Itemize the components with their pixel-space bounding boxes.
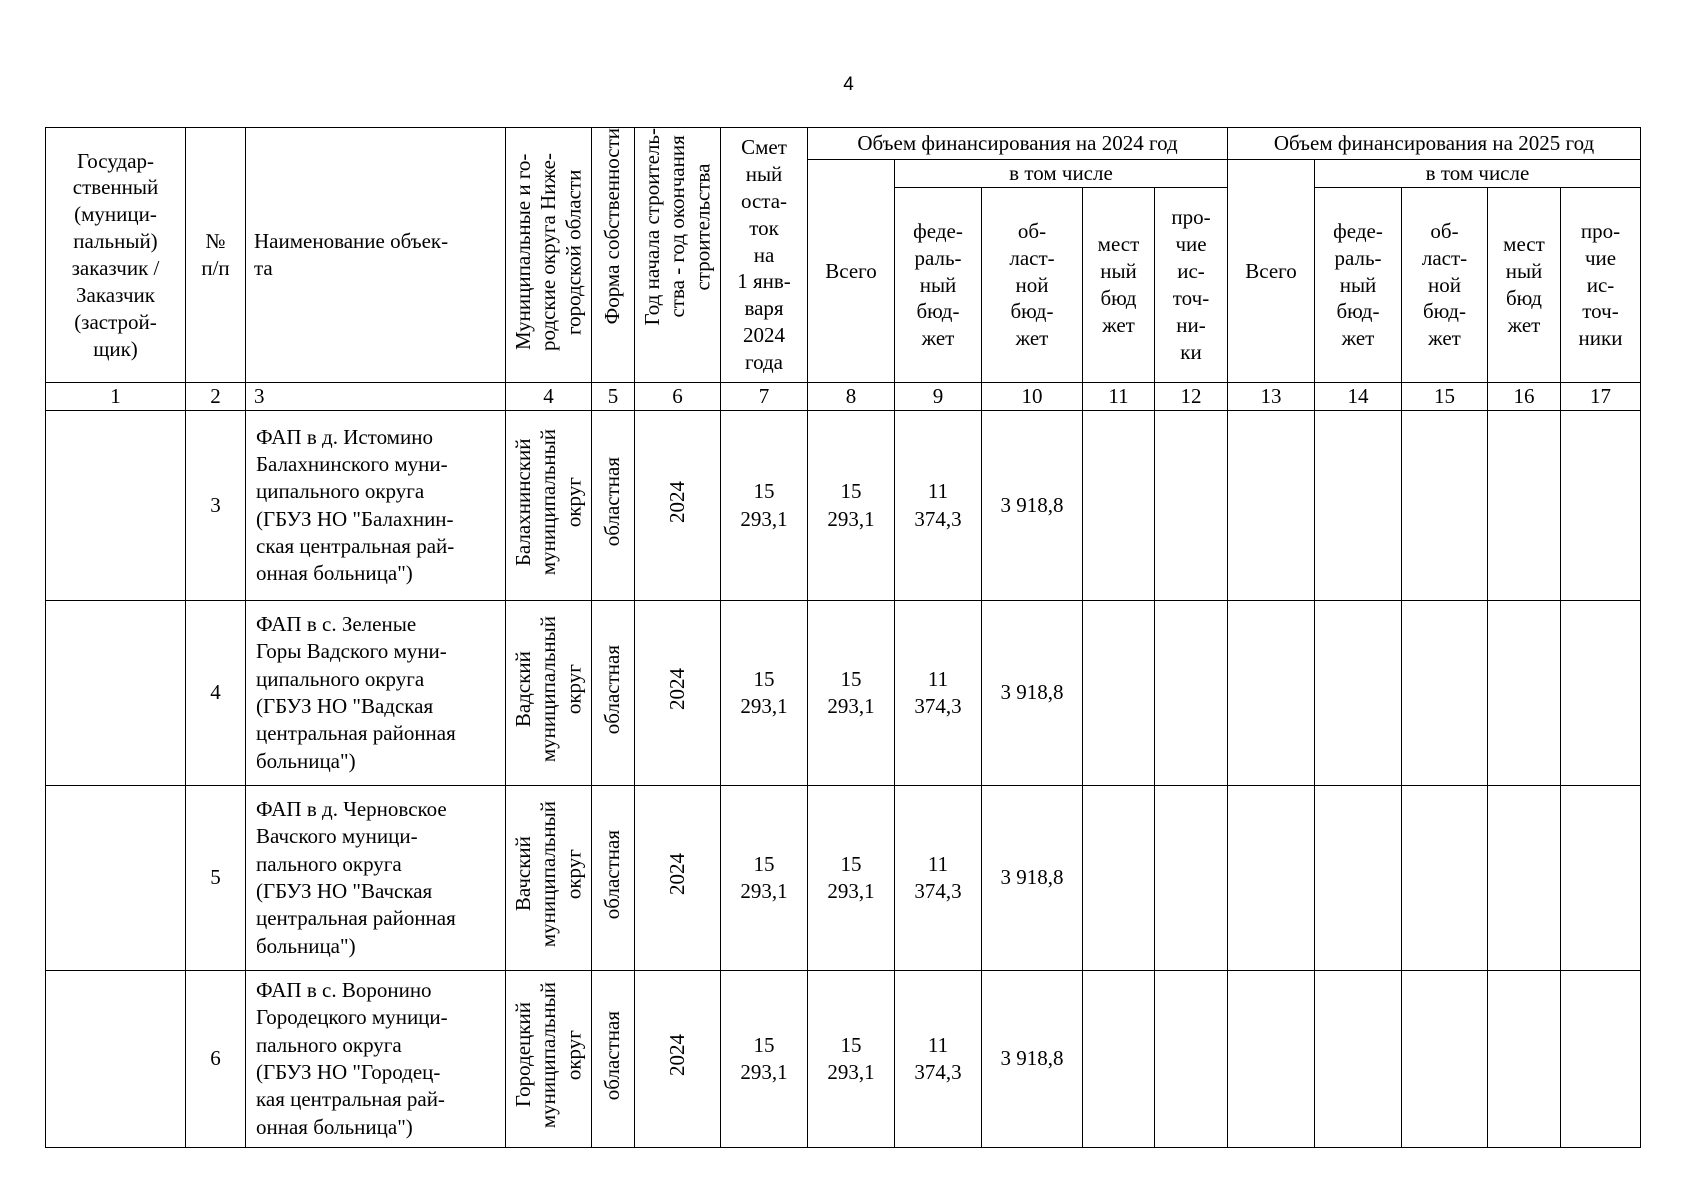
text-line: на [753,242,775,267]
other-2025-cell [1561,411,1641,601]
text-line: округ [561,849,586,900]
text-line: бюд [1100,286,1137,310]
text-line: ный [1100,259,1137,284]
text-line: округ [561,664,586,715]
text-line: ток [749,215,779,240]
table-row [46,601,1641,786]
total-2024-cell [808,411,895,601]
table-row [46,411,1641,601]
text-line: раль- [1334,245,1382,270]
text-line: об- [1017,218,1047,243]
regional-2024-cell: 3 918,8 [982,411,1083,601]
text-line: родские округа Ниже- [535,152,560,351]
text-line: ис- [1177,259,1205,284]
total-2024-cell [808,786,895,971]
text-line: 11 [927,1032,949,1057]
text-line: 293,1 [740,1060,788,1084]
row-number: 4 [186,601,246,786]
text-line: мест [1097,232,1140,257]
ownership-cell: областная [592,971,635,1148]
text-line: бюд- [916,299,960,324]
object-name [246,411,506,601]
column-numbers-row [46,383,1641,411]
local-2025-cell [1488,786,1561,971]
text-line: жет [1341,326,1375,351]
other-2024-cell [1155,411,1228,601]
text-line: 293,1 [740,506,788,531]
text-line: Муниципальные и го- [510,153,535,350]
column-number: 16 [1488,383,1561,411]
row-number: 3 [186,411,246,601]
text-line: ласт- [1421,245,1468,270]
customer-cell [46,411,186,601]
table-row [46,971,1641,1148]
row-number: 5 [186,786,246,971]
header-number [186,128,246,383]
text-line: 11 [927,479,949,504]
text-line: 15 [753,1032,775,1057]
text-line: больница") [256,748,356,773]
district-cell [506,601,592,786]
text-line: муниципальный [535,428,560,575]
header-district [506,128,592,383]
text-line: 2024 [743,323,785,348]
text-line: жет [921,326,955,351]
text-line: Горы Вадского муни- [256,639,447,664]
text-line: щик) [93,336,138,361]
column-number: 17 [1561,383,1641,411]
text-line: об- [1430,218,1459,243]
header-including-2024: в том числе [895,160,1228,188]
text-line: (муници- [74,202,157,227]
local-2024-cell [1083,601,1155,786]
regional-2024-cell: 3 918,8 [982,786,1083,971]
federal-2025-cell [1315,601,1402,786]
ownership-cell: областная [592,601,635,786]
text-line: муниципальный [535,616,560,763]
regional-2025-cell [1402,411,1488,601]
text-line: пального округа [256,1032,402,1057]
object-name [246,786,506,971]
text-line: мест [1503,232,1545,257]
text-line: округ [561,476,586,527]
text-line: варя [744,296,784,321]
column-number: 10 [982,383,1083,411]
text-line: 374,3 [914,506,962,531]
text-line: раль- [914,245,962,270]
federal-2025-cell [1315,971,1402,1148]
year-cell: 2024 [635,786,721,971]
text-line: жет [1102,312,1135,337]
text-line: ласт- [1009,245,1055,270]
text-line: заказчик / [71,256,160,280]
text-line: ники [1578,326,1623,351]
text-line: (ГБУЗ НО "Вадская [256,694,434,718]
customer-cell [46,971,186,1148]
federal-2025-cell [1315,411,1402,601]
header-federal-2024 [895,188,982,383]
text-line: округ [561,1030,586,1081]
text-line: (ГБУЗ НО "Вачская [256,879,433,903]
text-line: Наименование объек- [254,229,449,254]
text-line: муниципальный [535,801,560,948]
customer-cell [46,786,186,971]
local-2025-cell [1488,601,1561,786]
text-line: 15 [840,1032,862,1057]
text-line: 293,1 [740,879,788,903]
financing-table [45,127,1641,1148]
text-line: пальный) [73,229,158,254]
header-including-2025: в том числе [1315,160,1641,188]
regional-2025-cell [1402,786,1488,971]
text-line: центральная районная [256,721,456,746]
row-number: 6 [186,971,246,1148]
text-line: Смет [741,135,787,160]
text-line: точ- [1172,286,1210,310]
column-number: 13 [1228,383,1315,411]
district-cell [506,786,592,971]
text-line: 11 [927,851,949,876]
object-name [246,971,506,1148]
header-fin-2025: Объем финансирования на 2025 год [1228,128,1641,160]
total-2025-cell [1228,601,1315,786]
total-2025-cell [1228,971,1315,1148]
text-line: ская центральная рай- [256,533,455,558]
text-line: ФАП в д. Истомино [256,424,433,449]
text-line: п/п [201,256,230,280]
text-line: 15 [753,666,775,691]
text-line: чие [1584,245,1617,270]
district-cell [506,411,592,601]
column-number: 8 [808,383,895,411]
header-customer [46,128,186,383]
text-line: Государ- [76,148,155,173]
text-line: года [745,350,783,375]
ownership-cell: областная [592,411,635,601]
text-line: ципального округа [256,666,425,691]
text-line: ки [1180,339,1202,364]
customer-cell [46,601,186,786]
text-line: муниципальный [535,982,560,1129]
text-line: ственный [72,175,159,200]
header-regional-2024 [982,188,1083,383]
text-line: ный [1505,259,1543,284]
text-line: Год начала строитель- [639,128,664,326]
text-line: 15 [840,479,862,504]
text-line: 15 [840,851,862,876]
remainder-cell [721,411,808,601]
regional-2024-cell: 3 918,8 [982,601,1083,786]
column-number: 3 [246,383,506,411]
text-line: бюд- [1336,299,1380,324]
remainder-cell [721,971,808,1148]
other-2025-cell [1561,786,1641,971]
total-2025-cell [1228,411,1315,601]
text-line: 293,1 [827,1060,875,1084]
column-number: 1 [46,383,186,411]
header-object-name [246,128,506,383]
text-line: Вадский [510,651,535,728]
text-line: (застрой- [74,309,157,334]
text-line: центральная районная [256,906,456,931]
text-line: (ГБУЗ НО "Городец- [256,1060,441,1084]
federal-2024-cell [895,971,982,1148]
text-line: Вачский [510,836,535,912]
other-2025-cell [1561,601,1641,786]
table-header [46,128,1641,411]
text-line: ФАП в с. Воронино [256,978,432,1003]
text-line: та [254,256,273,280]
header-total-2024: Всего [808,160,895,383]
other-2024-cell [1155,786,1228,971]
regional-2025-cell [1402,971,1488,1148]
text-line: онная больница") [256,1114,413,1139]
remainder-cell [721,786,808,971]
text-line: 374,3 [914,879,962,903]
text-line: 15 [840,666,862,691]
header-local-2025 [1488,188,1561,383]
total-2024-cell [808,971,895,1148]
local-2025-cell [1488,411,1561,601]
table-row [46,786,1641,971]
column-number: 7 [721,383,808,411]
text-line: феде- [913,218,963,243]
text-line: (ГБУЗ НО "Балахнин- [256,506,454,531]
federal-2024-cell [895,601,982,786]
text-line: чие [1175,232,1207,257]
other-2025-cell [1561,971,1641,1148]
header-other-2024 [1155,188,1228,383]
year-cell: 2024 [635,601,721,786]
header-other-2025 [1561,188,1641,383]
header-regional-2025 [1402,188,1488,383]
text-line: Заказчик [76,282,155,307]
column-number: 6 [635,383,721,411]
header-years [635,128,721,383]
text-line: 11 [927,666,949,691]
text-line: ный [919,272,957,297]
text-line: пального округа [256,851,402,876]
text-line: 1 янв- [737,269,791,294]
regional-2025-cell [1402,601,1488,786]
column-number: 4 [506,383,592,411]
text-line: строительства [690,163,715,291]
text-line: про- [1171,205,1211,230]
local-2024-cell [1083,971,1155,1148]
text-line: 374,3 [914,694,962,718]
column-number: 11 [1083,383,1155,411]
year-cell: 2024 [635,411,721,601]
column-number: 15 [1402,383,1488,411]
total-2024-cell [808,601,895,786]
text-line: про- [1580,218,1621,243]
text-line: кая центральная рай- [256,1087,445,1112]
text-line: бюд [1506,286,1542,310]
text-line: бюд- [1423,299,1466,324]
text-line: ный [1339,272,1377,297]
header-fin-2024: Объем финансирования на 2024 год [808,128,1228,160]
header-local-2024 [1083,188,1155,383]
text-line: 15 [753,479,775,504]
other-2024-cell [1155,601,1228,786]
page-number: 4 [843,74,854,95]
text-line: Балахнинский [510,438,535,566]
column-number: 9 [895,383,982,411]
regional-2024-cell: 3 918,8 [982,971,1083,1148]
text-line: ципального округа [256,479,425,504]
text-line: больница") [256,933,356,958]
text-line: ный [745,161,783,186]
other-2024-cell [1155,971,1228,1148]
text-line: 293,1 [827,506,875,531]
text-line: жет [1507,312,1541,337]
header-remainder [721,128,808,383]
table-body [46,411,1641,1148]
text-line: 15 [753,851,775,876]
federal-2024-cell [895,411,982,601]
text-line: жет [1015,326,1049,351]
text-line: Вачского муници- [256,824,418,849]
text-line: жет [1428,326,1461,351]
header-total-2025: Всего [1228,160,1315,383]
federal-2025-cell [1315,786,1402,971]
text-line: бюд- [1010,299,1054,324]
local-2024-cell [1083,411,1155,601]
header-federal-2025 [1315,188,1402,383]
text-line: ис- [1586,272,1615,297]
text-line: городской области [561,168,586,335]
text-line: 293,1 [827,879,875,903]
text-line: ной [1428,272,1461,297]
text-line: 293,1 [740,694,788,718]
text-line: Городецкий [510,1002,535,1108]
text-line: онная больница") [256,561,413,586]
text-line: 293,1 [827,694,875,718]
federal-2024-cell [895,786,982,971]
object-name [246,601,506,786]
text-line: Форма собственности [600,128,625,325]
column-number: 2 [186,383,246,411]
text-line: оста- [740,188,788,213]
text-line: 374,3 [914,1060,962,1084]
text-line: № [205,229,226,254]
text-line: феде- [1333,218,1383,243]
text-line: ФАП в д. Черновское [256,797,447,822]
column-number: 5 [592,383,635,411]
year-cell: 2024 [635,971,721,1148]
text-line: точ- [1582,299,1619,324]
header-ownership [592,128,635,383]
local-2024-cell [1083,786,1155,971]
remainder-cell [721,601,808,786]
text-line: Балахнинского муни- [256,451,448,476]
text-line: ни- [1176,312,1206,337]
text-line: Городецкого муници- [256,1005,448,1030]
local-2025-cell [1488,971,1561,1148]
column-number: 12 [1155,383,1228,411]
district-cell [506,971,592,1148]
text-line: ной [1015,272,1049,297]
text-line: ства - год окончания [664,135,689,318]
text-line: ФАП в с. Зеленые [256,612,417,637]
ownership-cell: областная [592,786,635,971]
total-2025-cell [1228,786,1315,971]
column-number: 14 [1315,383,1402,411]
